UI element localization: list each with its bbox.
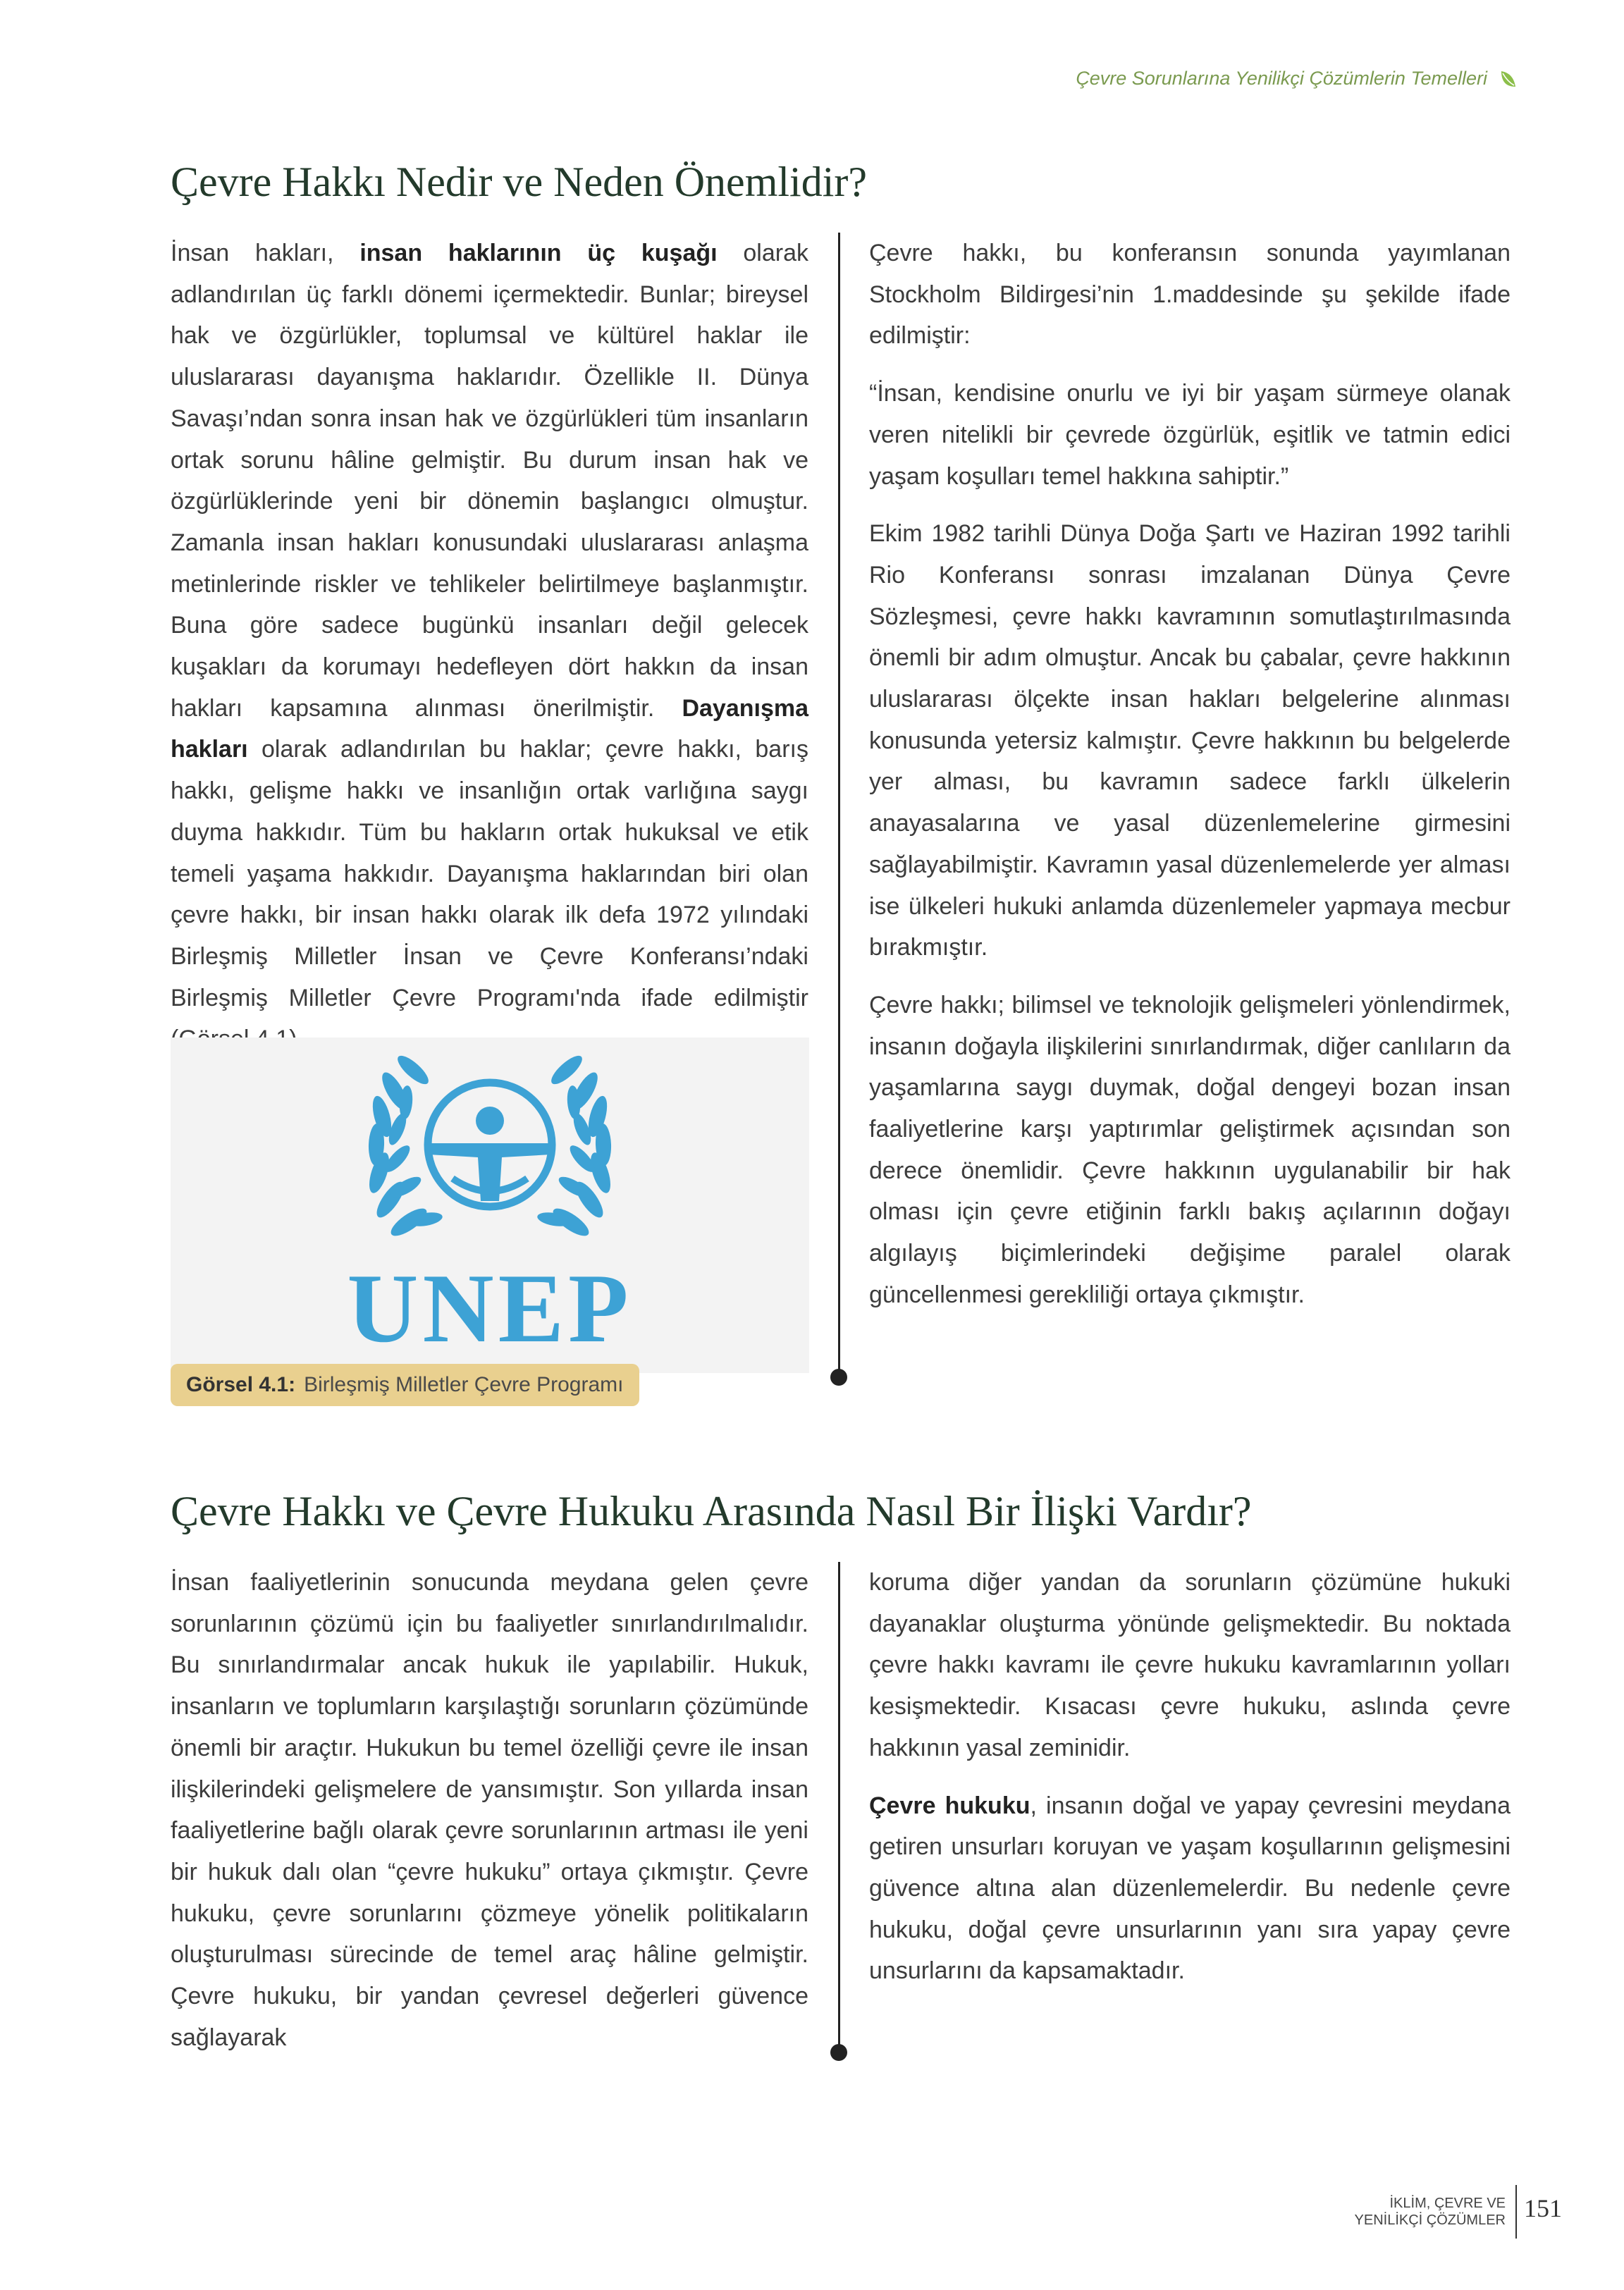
paragraph: Ekim 1982 tarihli Dünya Doğa Şartı ve Haziran 1992 tarihli Rio Konferansı sonrası imzalanan Dünya Çevre Sözleşmesi, çevre hakkı kavramının somutlaştırılmasında önemli bir adım olmuştur. Ancak bu çabalar, çevre hakkının uluslararası ölçekte insan hakları belgelerine alınması konusunda yetersiz kalmıştır. Çevre hakkının bu belgelerde yer alması, bu kavramın sadece farklı ülkelerin anayasalarına ve yasal düzenlemelerine girmesini sağlayabilmiştir. Kavramın yasal düzenlemelerde yer alması ise ülkeleri hukuki anlamda düzenlemeler yapmaya mecbur bırakmıştır. bbox=[869, 520, 1511, 961]
paragraph: Çevre hakkı; bilimsel ve teknolojik gelişmeleri yönlendirmek, insanın doğayla ilişkilerini sınırlandırmak, diğer canlıların da yaşamlarına saygı duymak, doğal dengeyi bozan insan faaliyetlerine karşı yaptırımlar geliştirmek açısından son derece önemlidir. Çevre hakkının uygulanabilir bir hak olması için çevre etiğinin farklı bakış açılarının doğayı algılayış biçimlerindeki değişime paralel olarak güncellenmesi gerekliliği ortaya çıkmıştır. bbox=[869, 991, 1511, 1308]
footer-divider bbox=[1515, 2185, 1517, 2239]
text-span: olarak adlandırılan üç farklı dönemi içermektedir. Bunlar; bireysel hak ve özgürlükler, toplumsal ve kültürel haklar ile uluslararası dayanışma haklarıdır. Özellikle II. Dünya Savaşı’ndan sonra insan hak ve özgürlükleri tüm insanların ortak sorunu hâline gelmiştir. Bu durum insan hak ve özgürlüklerinde yeni bir dönemin başlangıcı olmuştur. Zamanla insan hakları konusundaki uluslararası anlaşma metinlerinde riskler ve tehlikeler belirtilmeye başlanmıştır. Buna göre sadece bugünkü insanları değil gelecek kuşakları da korumayı hedefleyen dört hakkın da insan hakları kapsamına alınması önerilmiştir. bbox=[171, 240, 808, 722]
bold-term-three-generations: insan haklarının üç kuşağı bbox=[359, 240, 718, 266]
column-divider-2 bbox=[838, 1562, 840, 2052]
paragraph: Çevre hakkı, bu konferansın sonunda yayımlanan Stockholm Bildirgesi’nin 1.maddesinde şu şekilde ifade edilmiştir: bbox=[869, 240, 1511, 350]
running-header bbox=[1076, 68, 1518, 90]
section-title-cevre-hukuku: Çevre Hakkı ve Çevre Hukuku Arasında Nasıl Bir İlişki Vardır? bbox=[171, 1488, 1252, 1534]
section-title-cevre-hakki: Çevre Hakkı Nedir ve Neden Önemlidir? bbox=[171, 159, 867, 205]
section2-left-column bbox=[171, 1562, 808, 2074]
section2-right-column bbox=[869, 1562, 1511, 2008]
section1-left-paragraph bbox=[171, 233, 808, 1060]
footer-book-title-line1: İKLİM, ÇEVRE VE bbox=[1389, 2196, 1506, 2211]
unep-logo-text: UNEP bbox=[347, 1254, 633, 1363]
text-span: , insanın doğal ve yapay çevresini meydana getiren unsurları koruyan ve yaşam koşullarının gelişmesini güvence altına alan düzenlemelerdir. Bu nedenle çevre hukuku, doğal çevre unsurlarının yanı sıra yapay çevre unsurlarını da kapsamaktadır. bbox=[869, 1792, 1511, 1985]
figure-caption bbox=[171, 1364, 639, 1406]
paragraph bbox=[869, 1785, 1511, 1993]
column-divider-dot-2 bbox=[830, 2044, 847, 2061]
paragraph: İnsan faaliyetlerinin sonucunda meydana gelen çevre sorunlarının çözümü için bu faaliyetler sınırlandırılmalıdır. Bu sınırlandırmalar ancak hukuk ile yapılabilir. Hukuk, insanların ve toplumların karşılaştığı sorunların çözümünde önemli bir araçtır. Hukukun bu temel özelliği çevre ile insan ilişkilerindeki gelişmelere de yansımıştır. Son yıllarda insan faaliyetlerine bağlı olarak çevre sorunlarının artması ile yeni bir hukuk dalı olan “çevre hukuku” ortaya çıkmıştır. Çevre hukuku, çevre sorunlarını çözmeye yönelik politikaların oluşturulması sürecinde de temel araç hâline gelmiştir. Çevre hukuku, bir yandan çevresel değerleri güvence sağlayarak bbox=[171, 1569, 808, 2051]
section1-right-column bbox=[869, 233, 1511, 1332]
page-number: 151 bbox=[1524, 2194, 1562, 2222]
leaf-icon bbox=[1497, 68, 1518, 90]
bold-term-environmental-law: Çevre hukuku bbox=[869, 1792, 1031, 1819]
text-span: İnsan hakları, bbox=[171, 240, 360, 266]
section1-left-column bbox=[171, 233, 808, 1076]
footer-book-title bbox=[1355, 2195, 1506, 2229]
column-divider-1 bbox=[838, 233, 840, 1377]
running-header-title: Çevre Sorunlarına Yenilikçi Çözümlerin Temelleri bbox=[1076, 68, 1487, 89]
bold-term-solidarity-rights: Dayanışma hakları bbox=[171, 694, 808, 763]
text-span: olarak adlandırılan bu haklar; çevre hakkı, barış hakkı, gelişme hakkı ve insanlığın ortak varlığına saygı duyma hakkıdır. Tüm bu hakların ortak hukuksal ve etik temeli yaşama hakkıdır. Dayanışma haklarından biri olan çevre hakkı, bir insan hakkı olarak ilk defa 1972 yılındaki Birleşmiş Milletler İnsan ve Çevre Konferansı’ndaki Birleşmiş Milletler Çevre Programı'nda ifade edilmiştir bbox=[171, 736, 808, 1011]
footer-book-title-line2: YENİLİKÇİ ÇÖZÜMLER bbox=[1354, 2212, 1506, 2228]
caption-label: Görsel 4.1: bbox=[186, 1373, 296, 1396]
unep-figure bbox=[171, 1038, 809, 1373]
stockholm-quote: “İnsan, kendisine onurlu ve iyi bir yaşam sürmeye olanak veren nitelikli bir çevrede özgürlük, eşitlik ve tatmin edici yaşam koşulları temel hakkına sahiptir.” bbox=[869, 380, 1511, 490]
caption-text: Birleşmiş Milletler Çevre Programı bbox=[304, 1373, 624, 1396]
paragraph: koruma diğer yandan da sorunların çözümüne hukuki dayanaklar oluşturma yönünde gelişmektedir. Bu noktada çevre hakkı kavramı ile çevre hukuku kavramlarının yolları kesişmektedir. Kısacası çevre hukuku, aslında çevre hakkının yasal zeminidir. bbox=[869, 1569, 1511, 1761]
column-divider-dot-1 bbox=[830, 1369, 847, 1386]
